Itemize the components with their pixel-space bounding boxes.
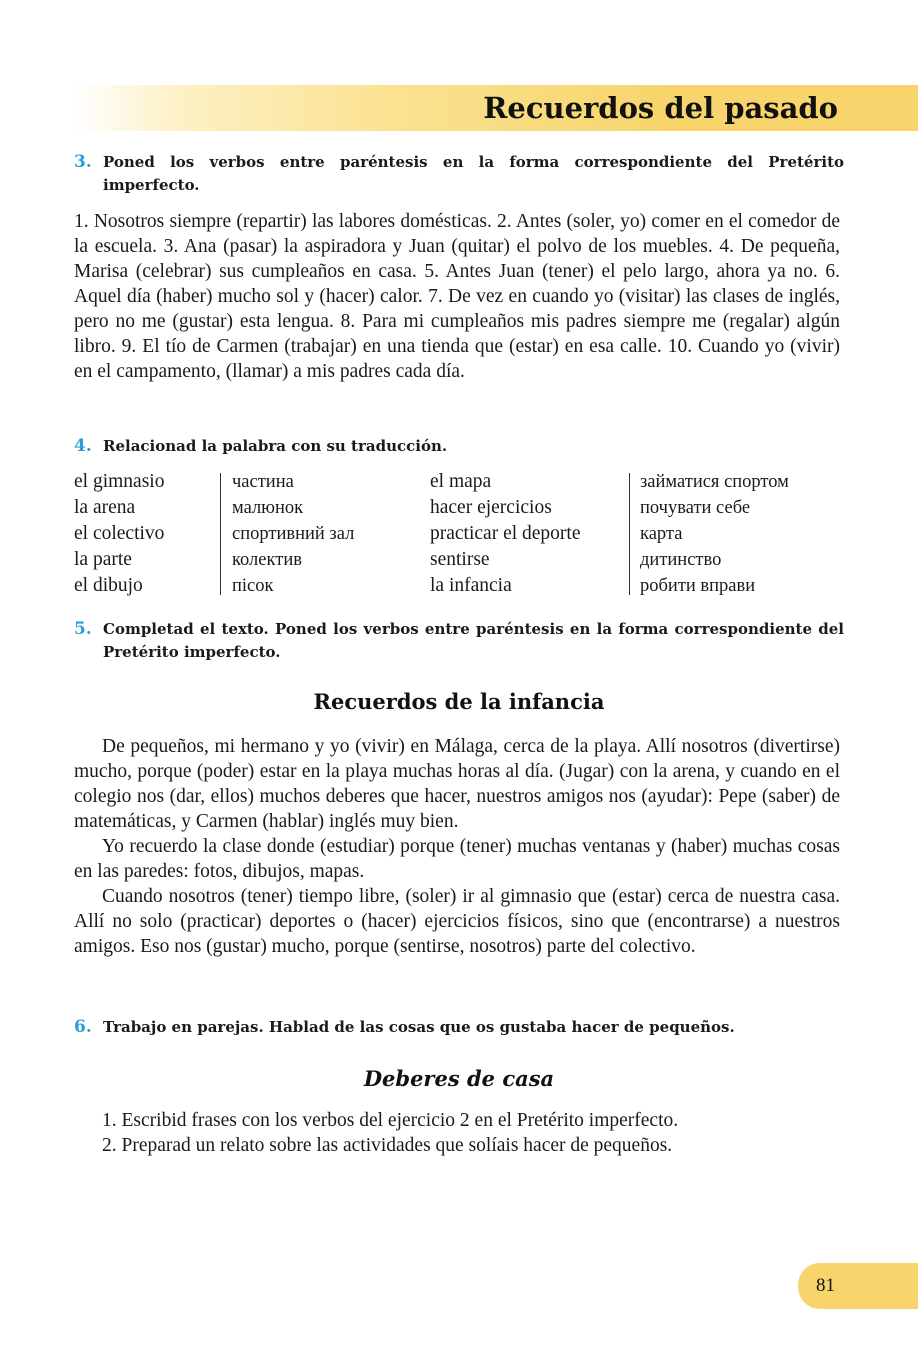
vocab-column-ukrainian-2 xyxy=(640,469,789,599)
exercise-3-number: 3. xyxy=(74,152,92,172)
story-paragraph: Yo recuerdo la clase donde (estudiar) porque (tener) muchas ventanas y (haber) muchas cosas en las paredes: fotos, dibujos, mapas. xyxy=(74,836,840,882)
homework-list xyxy=(102,1108,862,1158)
vocab-word: el gimnasio xyxy=(74,471,165,492)
exercise-3-text: 1. Nosotros siempre (repartir) las labores domésticas. 2. Antes (soler, yo) comer en el comedor de la escuela. 3. Ana (pasar) la aspiradora y Juan (quitar) el polvo de los muebles. 4. De pequeña, Marisa (celebrar) sus cumpleaños en casa. 5. Antes Juan (tener) el pelo largo, ahora ya no. 6. Aquel día (haber) mucho sol y (hacer) calor. 7. De vez en cuando yo (visitar) las clases de inglés, pero no me (gustar) esta lengua. 8. Para mi cumpleaños mis padres siempre me (regalar) algún libro. 9. El tío de Carmen (trabajar) en una tienda que (estar) en esa calle. 10. Cuando yo (vivir) en el campamento, (llamar) a mis padres cada día. xyxy=(74,211,840,382)
vocab-translation: карта xyxy=(640,524,683,544)
chapter-title: Recuerdos del pasado xyxy=(483,91,838,125)
exercise-4-heading xyxy=(74,435,844,458)
exercise-5-instruction: Completad el texto. Poned los verbos entre paréntesis en la forma correspondiente del Pretérito imperfecto. xyxy=(103,620,844,661)
story-title: Recuerdos de la infancia xyxy=(313,689,605,714)
vocab-word: el colectivo xyxy=(74,523,165,544)
exercise-6-number: 6. xyxy=(74,1017,92,1037)
homework-item: 2. Preparad un relato sobre las actividades que solíais hacer de pequeños. xyxy=(102,1135,673,1156)
exercise-6-heading xyxy=(74,1016,844,1039)
vocab-translation: робити вправи xyxy=(640,576,756,596)
homework-title: Deberes de casa xyxy=(363,1066,555,1091)
vocab-translation: спортивний зал xyxy=(232,524,355,544)
vocab-word: la parte xyxy=(74,549,132,570)
exercise-3-heading xyxy=(74,151,844,197)
exercise-5-number: 5. xyxy=(74,619,92,639)
homework-item: 1. Escribid frases con los verbos del ejercicio 2 en el Pretérito imperfecto. xyxy=(102,1110,679,1131)
vocab-word: practicar el deporte xyxy=(430,523,581,544)
vocab-translation: займатися спортом xyxy=(640,472,789,492)
vocab-column-ukrainian-1 xyxy=(232,469,354,599)
vocab-word: sentirse xyxy=(430,549,490,570)
column-divider xyxy=(629,473,630,595)
exercise-4-number: 4. xyxy=(74,436,92,456)
exercise-5-heading xyxy=(74,618,844,664)
story-text xyxy=(74,734,840,959)
exercise-6-instruction: Trabajo en parejas. Hablad de las cosas que os gustaba hacer de pequeños. xyxy=(103,1018,735,1036)
page-number: 81 xyxy=(816,1275,835,1296)
vocab-translation: малюнок xyxy=(232,498,304,518)
column-divider xyxy=(220,473,221,595)
vocab-word: el dibujo xyxy=(74,575,143,596)
vocab-translation: колектив xyxy=(232,550,302,570)
story-paragraph: De pequeños, mi hermano y yo (vivir) en Málaga, cerca de la playa. Allí nosotros (divertirse) mucho, porque (poder) estar en la playa muchas horas al día. (Jugar) con la arena, y cuando en el colegio nos (dar, ellos) muchos deberes que hacer, nuestros amigos nos (ayudar): Pepe (saber) de matemáticas, y Carmen (hablar) inglés muy bien. xyxy=(74,736,840,832)
exercise-3-instruction: Poned los verbos entre paréntesis en la forma correspondiente del Pretérito imperfecto. xyxy=(103,153,844,194)
vocab-column-spanish-1 xyxy=(74,469,164,599)
vocab-word: la infancia xyxy=(430,575,512,596)
vocab-translation: дитинство xyxy=(640,550,722,570)
vocab-word: la arena xyxy=(74,497,136,518)
vocab-translation: пісок xyxy=(232,576,274,596)
exercise-4-instruction: Relacionad la palabra con su traducción. xyxy=(103,437,448,455)
vocabulary-matching-table xyxy=(74,469,844,599)
story-paragraph: Cuando nosotros (tener) tiempo libre, (soler) ir al gimnasio que (estar) cerca de nuestra casa. Allí no solo (practicar) deportes o (hacer) ejercicios físicos, sino que (encontrarse) a nuestros amigos. Eso nos (gustar) mucho, porque (sentirse, nosotros) parte del colectivo. xyxy=(74,886,840,957)
vocab-translation: почувати себе xyxy=(640,498,751,518)
vocab-word: el mapa xyxy=(430,471,492,492)
vocab-translation: частина xyxy=(232,472,294,492)
vocab-column-spanish-2 xyxy=(430,469,581,599)
vocab-word: hacer ejercicios xyxy=(430,497,552,518)
